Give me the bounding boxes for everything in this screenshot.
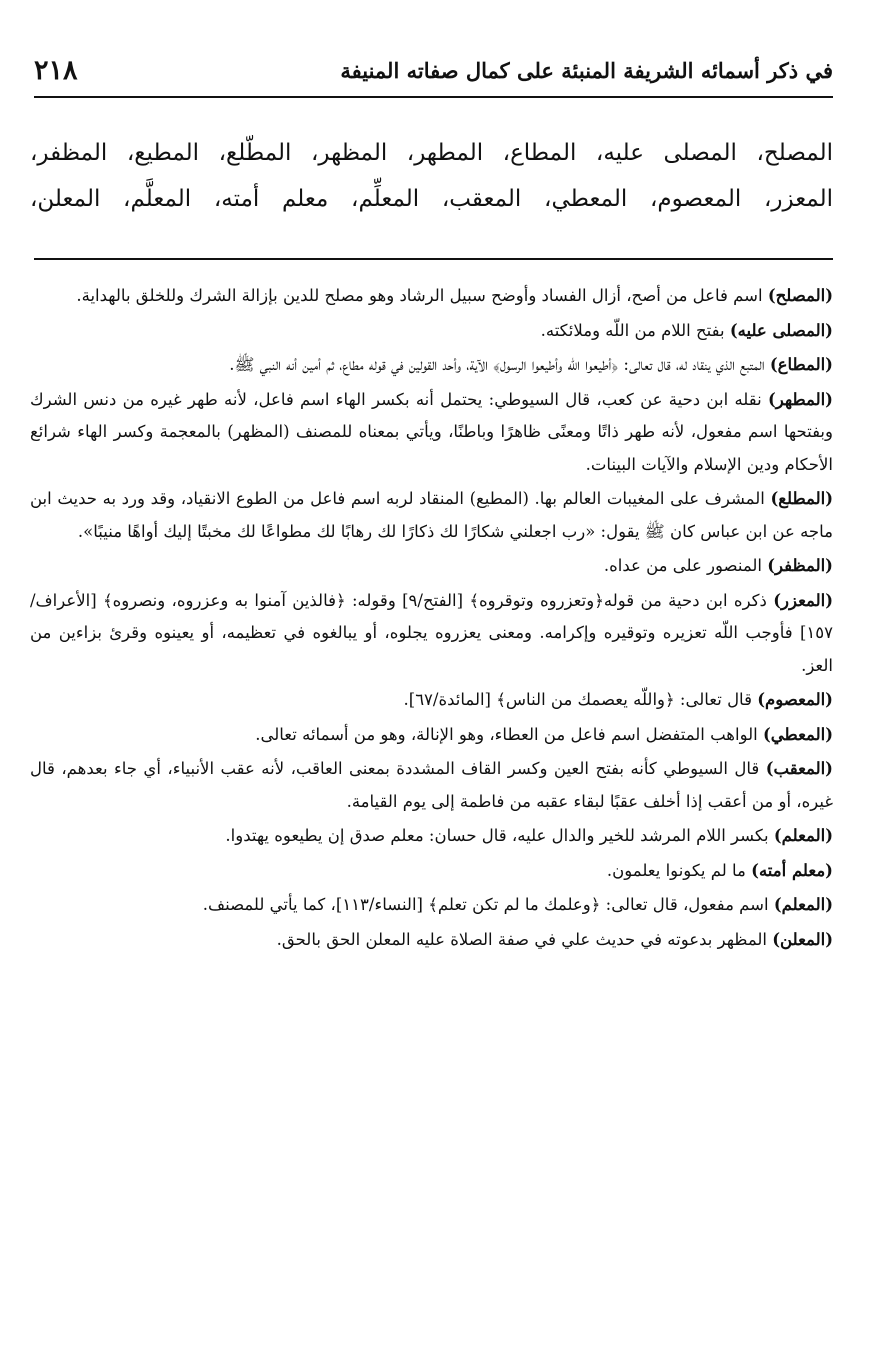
- entry-term: (المعقب): [765, 759, 833, 778]
- commentary-entry: [30, 384, 833, 482]
- entry-term: (المصلح): [767, 286, 833, 305]
- entry-term: (المطهر): [767, 389, 833, 409]
- entry-text: المظهر بدعوته في حديث علي في صفة الصلاة عليه المعلن الحق بالحق.: [276, 929, 773, 949]
- entry-term: (المطاع): [769, 355, 833, 374]
- entry-text: المشرف على المغيبات العالم بها. (المطيع) المنقاد لربه اسم فاعل من الطوع الانقياد، وقد ورد به حديث ابن ماجه عن ابن عباس كان ﷺ يقول: «رب اجعلني شكارًا لك ذكارًا لك رهابًا لك مطواعًا لك مخبتًا إليك أواهًا منيبًا».: [30, 489, 833, 541]
- commentary-entry: [30, 889, 833, 922]
- poem-line: المعزر، المعصوم، المعطي، المعقب، المعلِّم، معلم أمته، المعلَّم، المعلن،: [30, 186, 833, 212]
- entry-term: (المظفر): [767, 556, 833, 575]
- entry-term: (المصلى عليه): [729, 320, 833, 340]
- commentary-body: [30, 280, 833, 958]
- commentary-entry: [30, 684, 833, 717]
- section-divider: [34, 258, 833, 260]
- commentary-entry: [30, 315, 833, 348]
- entry-text: الواهب المتفضل اسم فاعل من العطاء، وهو الإنالة، وهو من أسمائه تعالى.: [255, 724, 763, 744]
- entry-term: (المعلن): [772, 929, 833, 949]
- entry-text: نقله ابن دحية عن كعب، قال السيوطي: يحتمل أنه بكسر الهاء اسم فاعل، لأنه طهر غيره من دنس الشرك وبفتحها اسم مفعول، لأنه طهر ذاتًا ومعنًى ظاهرًا وباطنًا، ويأتي بمعناه للمصنف (المظهر) بالمعجمة وكسر الهاء شرائع الأحكام ودين الإسلام والآيات البينات.: [30, 389, 833, 474]
- entry-term: (المعلم): [773, 826, 833, 845]
- commentary-entry: [30, 349, 833, 382]
- commentary-entry: [30, 280, 833, 313]
- commentary-entry: [30, 550, 833, 583]
- commentary-entry: [30, 924, 833, 957]
- commentary-entry: [30, 719, 833, 752]
- page-header: [34, 44, 833, 98]
- entry-text: المتبع الذي ينقاد له، قال تعالى: ﴿أطيعوا اللّه وأطيعوا الرسول﴾ الآية، وأحد القولين في قوله مطاع، ثم أمين أنه النبي ﷺ.: [229, 355, 770, 374]
- entry-text: اسم فاعل من أصح، أزال الفساد وأوضح سبيل الرشاد وهو مصلح للدين بإزالة الشرك وللخلق بالهداية.: [76, 286, 768, 305]
- commentary-entry: [30, 820, 833, 853]
- commentary-entry: [30, 855, 833, 888]
- commentary-entry: [30, 483, 833, 548]
- entry-text: اسم مفعول، قال تعالى: ﴿وعلمك ما لم تكن تعلم﴾ [النساء/١١٣]، كما يأتي للمصنف.: [202, 895, 774, 914]
- entry-text: بكسر اللام المرشد للخير والدال عليه، قال حسان: معلم صدق إن يطيعوه يهتدوا.: [225, 826, 774, 845]
- entry-term: (المعلم): [773, 895, 833, 914]
- entry-term: (المعطي): [762, 724, 833, 744]
- commentary-entry: [30, 585, 833, 683]
- entry-term: (معلم أمته): [751, 860, 833, 880]
- entry-text: قال السيوطي كأنه بفتح العين وكسر القاف المشددة بمعنى العاقب، لأنه عقب الأنبياء، أي جاء بعدهم، قال غيره، أو من أعقب إذا أخلف عقبًا لبقاء عقبه من فاطمة إلى يوم القيامة.: [30, 759, 833, 811]
- entry-text: ذكره ابن دحية من قوله﴿وتعزروه وتوقروه﴾ [الفتح/٩] وقوله: ﴿فالذين آمنوا به وعزروه، ونصروه﴾ [الأعراف/١٥٧] فأوجب اللّه تعزيره وتوقيره وإكرامه. ومعنى يعزروه يجلوه، أو يبالغوه في تعظيمه، أو يعينوه وقرئ بزاءين من العز.: [30, 590, 833, 675]
- poem-line: المصلح، المصلى عليه، المطاع، المطهر، المظهر، المطّلع، المطيع، المظفر،: [30, 140, 833, 166]
- commentary-entry: [30, 753, 833, 818]
- poem-verses: [30, 130, 833, 222]
- entry-term: (المعصوم): [757, 690, 833, 709]
- entry-text: ما لم يكونوا يعلمون.: [606, 860, 752, 880]
- entry-text: المنصور على من عداه.: [603, 556, 768, 575]
- page-number: ٢١٨: [34, 54, 78, 86]
- running-title: في ذكر أسمائه الشريفة المنبئة على كمال صفاته المنيفة: [340, 57, 833, 83]
- entry-text: بفتح اللام من اللّه وملائكته.: [540, 320, 730, 340]
- entry-term: (المعزر): [773, 590, 833, 610]
- entry-term: (المطلع): [770, 489, 833, 508]
- entry-text: قال تعالى: ﴿واللّه يعصمك من الناس﴾ [المائدة/٦٧].: [403, 690, 758, 709]
